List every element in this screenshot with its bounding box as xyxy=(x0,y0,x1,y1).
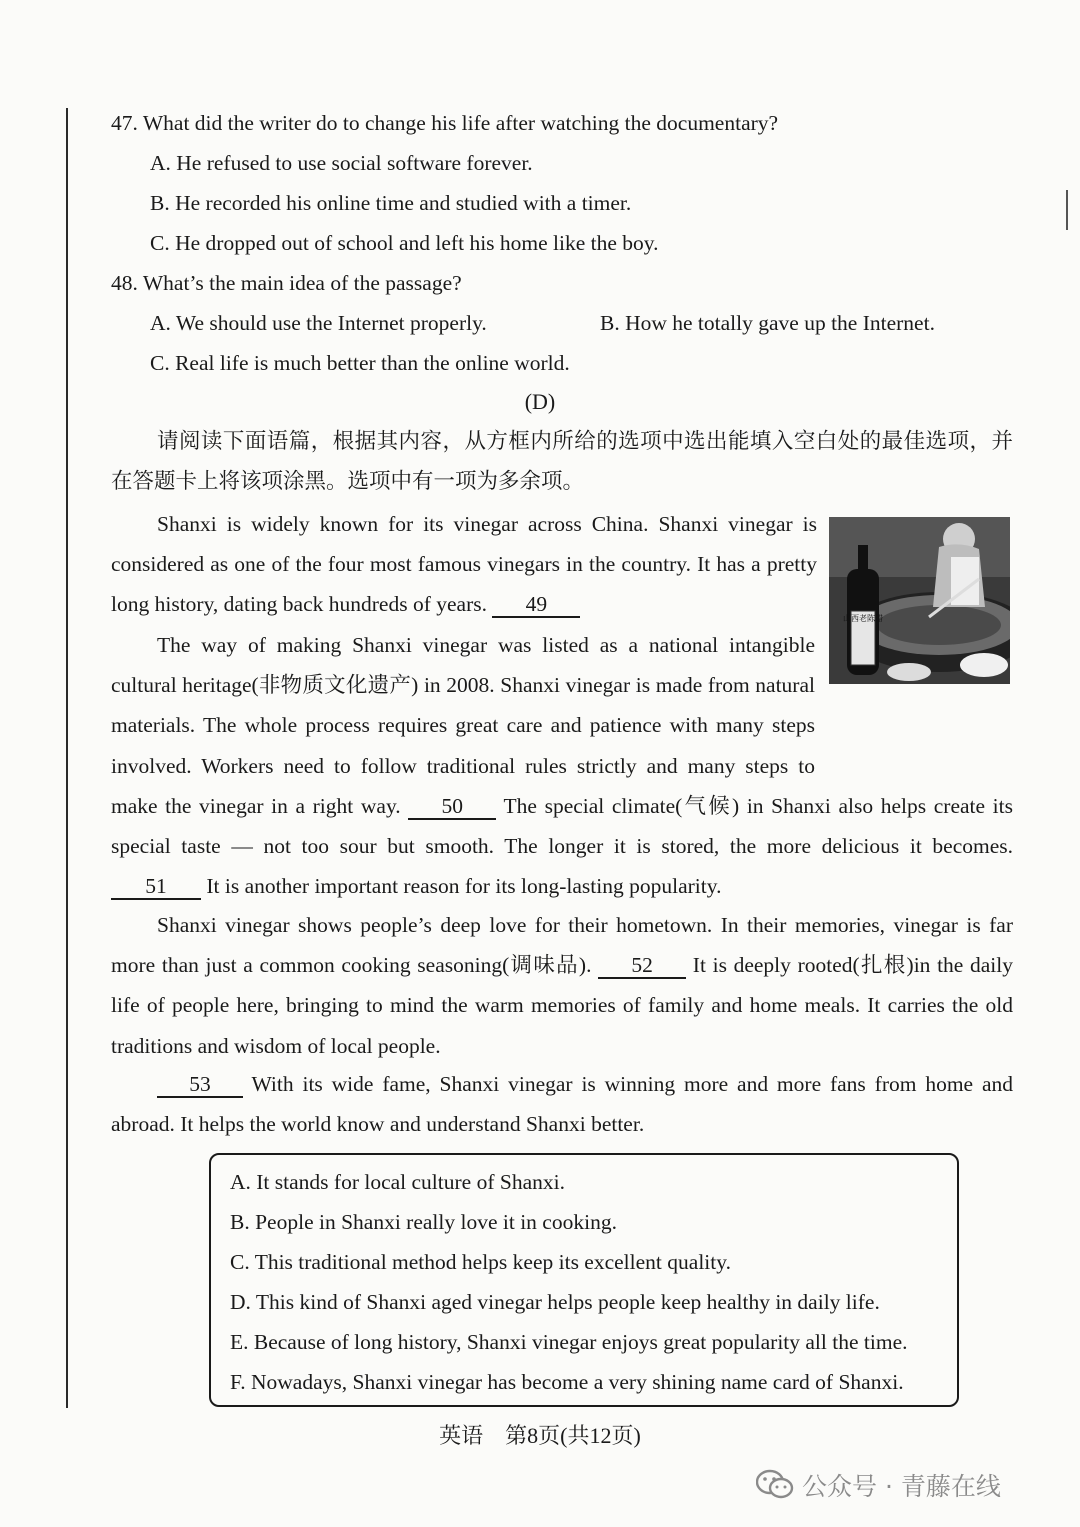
passage-paragraph-1 xyxy=(111,504,817,625)
edge-mark xyxy=(1066,190,1068,230)
options-box xyxy=(209,1153,959,1407)
passage-text: It is deeply rooted(扎根)in the daily life of people here, bringing to mind the warm memories of family and home meals. It carries the old traditions and wisdom of local people. xyxy=(111,953,1014,1058)
passage-text: Shanxi vinegar shows people’s deep love for their hometown. In their memories, vinegar is far more than just a common cooking seasoning(调味品). xyxy=(111,913,1013,978)
blank-52: 52 xyxy=(598,953,686,979)
option-d: D. This kind of Shanxi aged vinegar helps people keep healthy in daily life. xyxy=(230,1290,880,1314)
question-47-option-c: C. He dropped out of school and left his home like the boy. xyxy=(150,231,659,255)
question-47-option-b: B. He recorded his online time and studied with a timer. xyxy=(150,191,632,215)
option-b: B. People in Shanxi really love it in cooking. xyxy=(230,1210,617,1234)
blank-53: 53 xyxy=(157,1072,243,1098)
bottle-label: 山西老陈醋 xyxy=(843,614,883,623)
margin-line xyxy=(66,108,68,1408)
blank-50: 50 xyxy=(408,794,496,820)
passage-paragraph-3 xyxy=(111,905,1013,1066)
question-48-option-a: A. We should use the Internet properly. xyxy=(150,311,487,335)
wechat-icon xyxy=(756,1469,794,1501)
question-47-option-a: A. He refused to use social software forever. xyxy=(150,151,533,175)
watermark-text: 公众号 · 青藤在线 xyxy=(802,1472,1001,1501)
question-48-option-c: C. Real life is much better than the online world. xyxy=(150,351,570,375)
option-a: A. It stands for local culture of Shanxi. xyxy=(230,1170,565,1194)
passage-text: With its wide fame, Shanxi vinegar is winning more and more fans from home and abroad. It helps the world know and understand Shanxi better. xyxy=(111,1072,1013,1137)
instruction: 请阅读下面语篇，根据其内容，从方框内所给的选项中选出能填入空白处的最佳选项，并在答题卡上将该项涂黑。选项中有一项为多余项。 xyxy=(111,429,1013,494)
question-48-stem: 48. What’s the main idea of the passage? xyxy=(111,271,462,295)
passage-text: Shanxi is widely known for its vinegar across China. Shanxi vinegar is considered as one of the four most famous vinegars in the country. It has a pretty long history, dating back hundreds of years. xyxy=(111,512,817,617)
passage-text: It is another important reason for its long-lasting popularity. xyxy=(206,874,722,899)
passage-text: The special climate(气候) in Shanxi also helps create its special taste — not too sour but smooth. The longer it is stored, the more delicious it becomes. xyxy=(111,793,1013,859)
section-title: (D) xyxy=(524,389,556,414)
blank-51: 51 xyxy=(111,874,201,900)
vinegar-illustration xyxy=(829,517,1010,684)
option-e: E. Because of long history, Shanxi vinegar enjoys great popularity all the time. xyxy=(230,1330,908,1354)
passage-text: The way of making Shanxi vinegar was listed as a national intangible cultural heritage(非物质文化遗产) in 2008. Shanxi vinegar is made from natural materials. The whole process requires great care and patience with many steps involved. Workers need to follow traditional rules strictly and many steps to make the vinegar in a right way. xyxy=(111,633,815,818)
blank-49: 49 xyxy=(492,592,580,618)
passage-paragraph-4 xyxy=(111,1064,1013,1144)
question-48-option-b: B. How he totally gave up the Internet. xyxy=(600,311,935,335)
question-47-stem: 47. What did the writer do to change his life after watching the documentary? xyxy=(111,111,779,135)
page-footer: 英语 第8页(共12页) xyxy=(439,1423,641,1448)
watermark xyxy=(756,1465,1001,1505)
option-f: F. Nowadays, Shanxi vinegar has become a very shining name card of Shanxi. xyxy=(230,1370,904,1394)
option-c: C. This traditional method helps keep its excellent quality. xyxy=(230,1250,731,1274)
